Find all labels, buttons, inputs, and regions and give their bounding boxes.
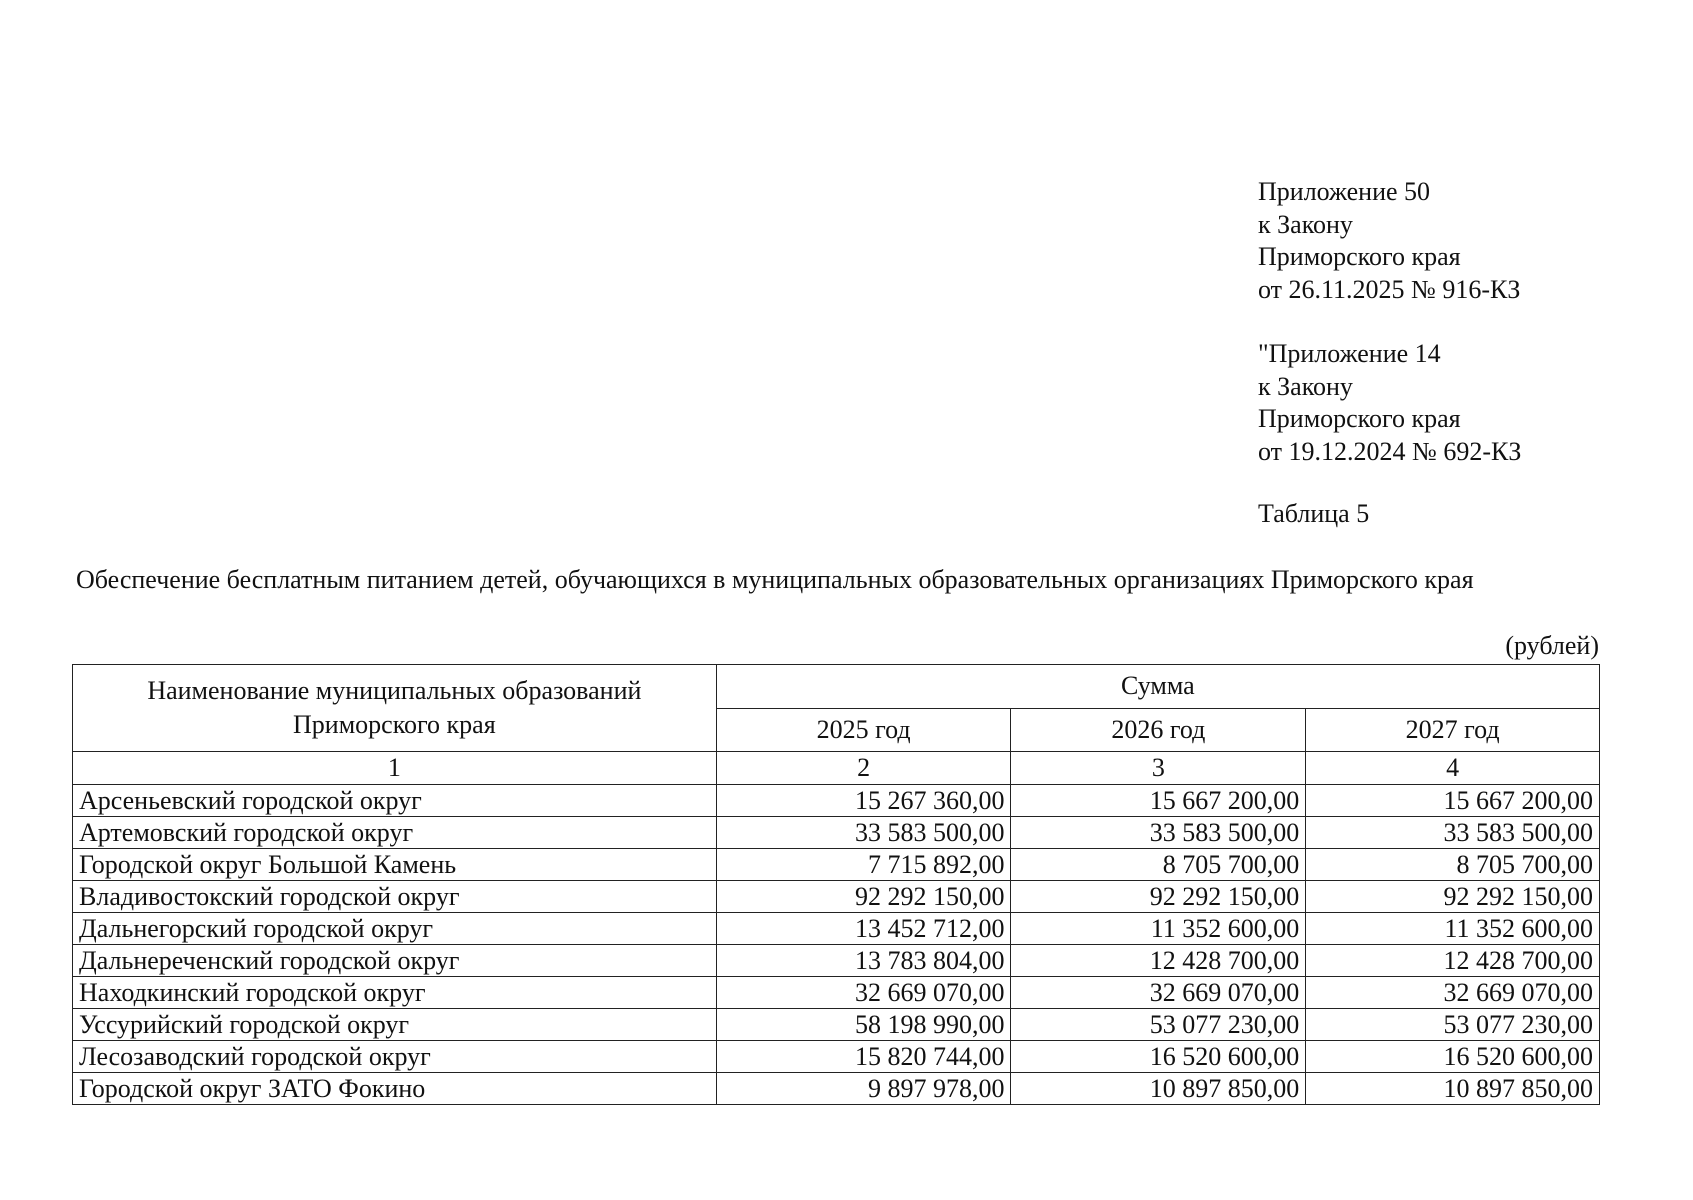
amount-2026-cell: 33 583 500,00 xyxy=(1011,817,1306,849)
amount-2027-cell: 92 292 150,00 xyxy=(1306,881,1600,913)
appendix-50-line: к Закону xyxy=(1258,209,1353,239)
amount-2025-cell: 92 292 150,00 xyxy=(716,881,1011,913)
municipality-name-cell: Городской округ Большой Камень xyxy=(73,849,717,881)
amount-2027-cell: 53 077 230,00 xyxy=(1306,1009,1600,1041)
appendix-header xyxy=(1258,176,1521,500)
amount-2027-cell: 12 428 700,00 xyxy=(1306,945,1600,977)
amount-2025-cell: 58 198 990,00 xyxy=(716,1009,1011,1041)
year-header-2027: 2027 год xyxy=(1306,708,1600,752)
amount-2025-cell: 13 783 804,00 xyxy=(716,945,1011,977)
municipality-name-cell: Лесозаводский городской округ xyxy=(73,1041,717,1073)
amount-2026-cell: 8 705 700,00 xyxy=(1011,849,1306,881)
amount-2027-cell: 32 669 070,00 xyxy=(1306,977,1600,1009)
appendix-14-line: к Закону xyxy=(1258,371,1353,401)
year-header-2025: 2025 год xyxy=(716,708,1011,752)
sum-column-header: Сумма xyxy=(716,665,1599,709)
amount-2027-cell: 10 897 850,00 xyxy=(1306,1073,1600,1105)
municipality-name-cell: Владивостокский городской округ xyxy=(73,881,717,913)
appendix-14-block xyxy=(1258,338,1521,468)
table-row xyxy=(73,1009,1600,1041)
municipality-name-cell: Уссурийский городской округ xyxy=(73,1009,717,1041)
municipality-name-cell: Дальнереченский городской округ xyxy=(73,945,717,977)
column-number: 1 xyxy=(73,752,717,785)
amount-2027-cell: 33 583 500,00 xyxy=(1306,817,1600,849)
table-row xyxy=(73,881,1600,913)
table-row xyxy=(73,1041,1600,1073)
municipality-header-line: Приморского края xyxy=(293,710,496,739)
column-number: 2 xyxy=(716,752,1011,785)
amount-2026-cell: 10 897 850,00 xyxy=(1011,1073,1306,1105)
appendix-14-line: от 19.12.2024 № 692-КЗ xyxy=(1258,436,1522,466)
amount-2025-cell: 13 452 712,00 xyxy=(716,913,1011,945)
units-label: (рублей) xyxy=(1505,631,1599,660)
appendix-50-line: от 26.11.2025 № 916-КЗ xyxy=(1258,274,1521,304)
amount-2026-cell: 32 669 070,00 xyxy=(1011,977,1306,1009)
municipality-name-cell: Артемовский городской округ xyxy=(73,817,717,849)
amount-2026-cell: 16 520 600,00 xyxy=(1011,1041,1306,1073)
appendix-14-line: Приморского края xyxy=(1258,404,1461,433)
table-row xyxy=(73,913,1600,945)
amount-2026-cell: 11 352 600,00 xyxy=(1011,913,1306,945)
amount-2026-cell: 15 667 200,00 xyxy=(1011,785,1306,817)
year-header-2026: 2026 год xyxy=(1011,708,1306,752)
municipality-header-line: Наименование муниципальных образований xyxy=(147,676,642,705)
amount-2027-cell: 11 352 600,00 xyxy=(1306,913,1600,945)
amount-2026-cell: 12 428 700,00 xyxy=(1011,945,1306,977)
appendix-50-block xyxy=(1258,176,1521,306)
amount-2027-cell: 16 520 600,00 xyxy=(1306,1041,1600,1073)
table-row xyxy=(73,817,1600,849)
municipality-name-cell: Находкинский городской округ xyxy=(73,977,717,1009)
amount-2025-cell: 7 715 892,00 xyxy=(716,849,1011,881)
column-number: 3 xyxy=(1011,752,1306,785)
amount-2025-cell: 15 820 744,00 xyxy=(716,1041,1011,1073)
table-row xyxy=(73,977,1600,1009)
table-row xyxy=(73,849,1600,881)
amount-2026-cell: 92 292 150,00 xyxy=(1011,881,1306,913)
amount-2025-cell: 15 267 360,00 xyxy=(716,785,1011,817)
appendix-14-line: "Приложение 14 xyxy=(1258,339,1441,368)
amount-2027-cell: 8 705 700,00 xyxy=(1306,849,1600,881)
table-row xyxy=(73,785,1600,817)
amount-2025-cell: 33 583 500,00 xyxy=(716,817,1011,849)
municipality-name-cell: Дальнегорский городской округ xyxy=(73,913,717,945)
table-body xyxy=(73,752,1600,1105)
table-label: Таблица 5 xyxy=(1258,499,1370,528)
appendix-50-line: Приложение 50 xyxy=(1258,177,1431,206)
amount-2027-cell: 15 667 200,00 xyxy=(1306,785,1600,817)
table-row xyxy=(73,945,1600,977)
document-title: Обеспечение бесплатным питанием детей, обучающихся в муниципальных образовательных организациях Приморского края xyxy=(76,565,1474,594)
municipality-column-header xyxy=(73,665,717,752)
column-number: 4 xyxy=(1306,752,1600,785)
column-number-row xyxy=(73,752,1600,785)
funding-table xyxy=(72,664,1600,1105)
appendix-50-line: Приморского края xyxy=(1258,242,1461,271)
amount-2026-cell: 53 077 230,00 xyxy=(1011,1009,1306,1041)
amount-2025-cell: 9 897 978,00 xyxy=(716,1073,1011,1105)
table-row xyxy=(73,1073,1600,1105)
municipality-name-cell: Городской округ ЗАТО Фокино xyxy=(73,1073,717,1105)
municipality-name-cell: Арсеньевский городской округ xyxy=(73,785,717,817)
amount-2025-cell: 32 669 070,00 xyxy=(716,977,1011,1009)
